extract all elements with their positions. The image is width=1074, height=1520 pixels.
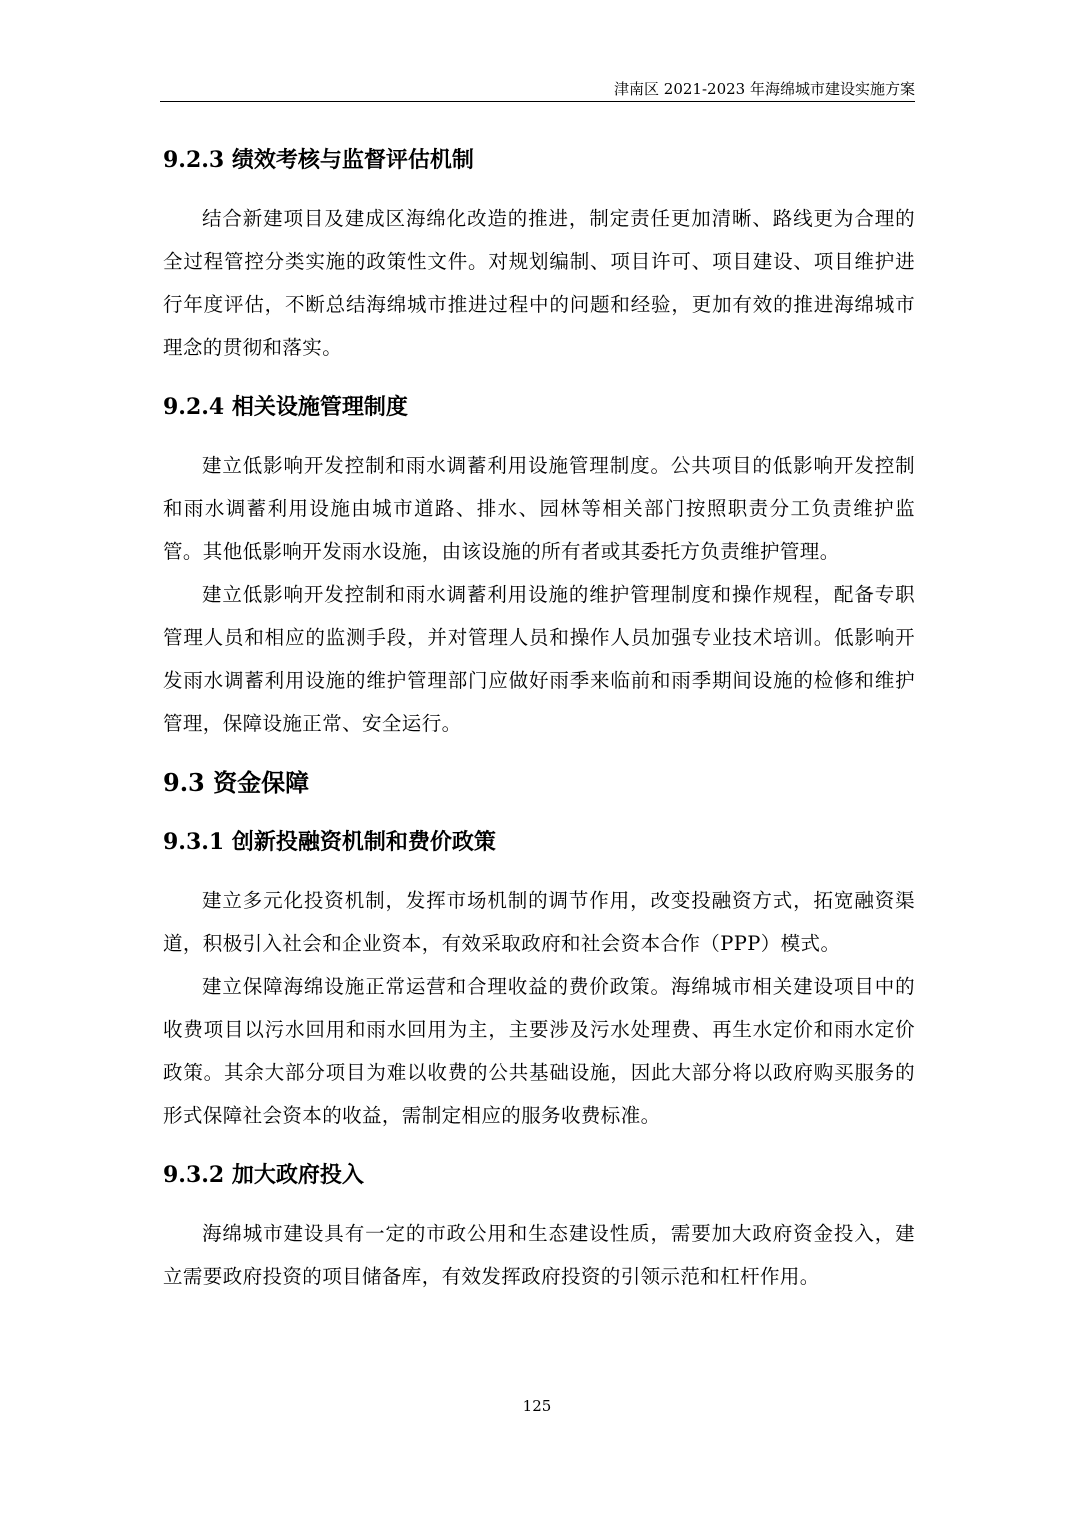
paragraph-facility-management-1: 建立低影响开发控制和雨水调蓄利用设施管理制度。公共项目的低影响开发控制和雨水调蓄利用设施由城市道路、排水、园林等相关部门按照职责分工负责维护监管。其他低影响开发雨水设施，由该设施的所有者或其委托方负责维护管理。 [163, 454, 915, 563]
heading-9-3-2: 9.3.2 加大政府投入 [163, 1162, 364, 1188]
paragraph-performance-evaluation: 结合新建项目及建成区海绵化改造的推进，制定责任更加清晰、路线更为合理的全过程管控分类实施的政策性文件。对规划编制、项目许可、项目建设、项目维护进行年度评估，不断总结海绵城市推进过程中的问题和经验，更加有效的推进海绵城市理念的贯彻和落实。 [163, 207, 915, 359]
page-header: 津南区 2021-2023 年海绵城市建设实施方案 [614, 80, 915, 98]
heading-9-2-4: 9.2.4 相关设施管理制度 [163, 394, 408, 420]
document-body [163, 138, 915, 1298]
heading-9-3-1: 9.3.1 创新投融资机制和费价政策 [163, 829, 496, 855]
paragraph-pricing-policy: 建立保障海绵设施正常运营和合理收益的费价政策。海绵城市相关建设项目中的收费项目以污水回用和雨水回用为主，主要涉及污水处理费、再生水定价和雨水定价政策。其余大部分项目为难以收费的公共基础设施，因此大部分将以政府购买服务的形式保障社会资本的收益，需制定相应的服务收费标准。 [163, 975, 915, 1127]
paragraph-government-investment: 海绵城市建设具有一定的市政公用和生态建设性质，需要加大政府资金投入，建立需要政府投资的项目储备库，有效发挥政府投资的引领示范和杠杆作用。 [163, 1222, 915, 1288]
paragraph-investment-mechanism: 建立多元化投资机制，发挥市场机制的调节作用，改变投融资方式，拓宽融资渠道，积极引入社会和企业资本，有效采取政府和社会资本合作（PPP）模式。 [163, 889, 915, 955]
header-divider [160, 101, 915, 102]
page-number: 125 [522, 1397, 552, 1415]
heading-9-3: 9.3 资金保障 [163, 768, 310, 797]
heading-9-2-3: 9.2.3 绩效考核与监督评估机制 [163, 147, 474, 173]
paragraph-facility-management-2: 建立低影响开发控制和雨水调蓄利用设施的维护管理制度和操作规程，配备专职管理人员和相应的监测手段，并对管理人员和操作人员加强专业技术培训。低影响开发雨水调蓄利用设施的维护管理部门应做好雨季来临前和雨季期间设施的检修和维护管理，保障设施正常、安全运行。 [163, 583, 915, 735]
